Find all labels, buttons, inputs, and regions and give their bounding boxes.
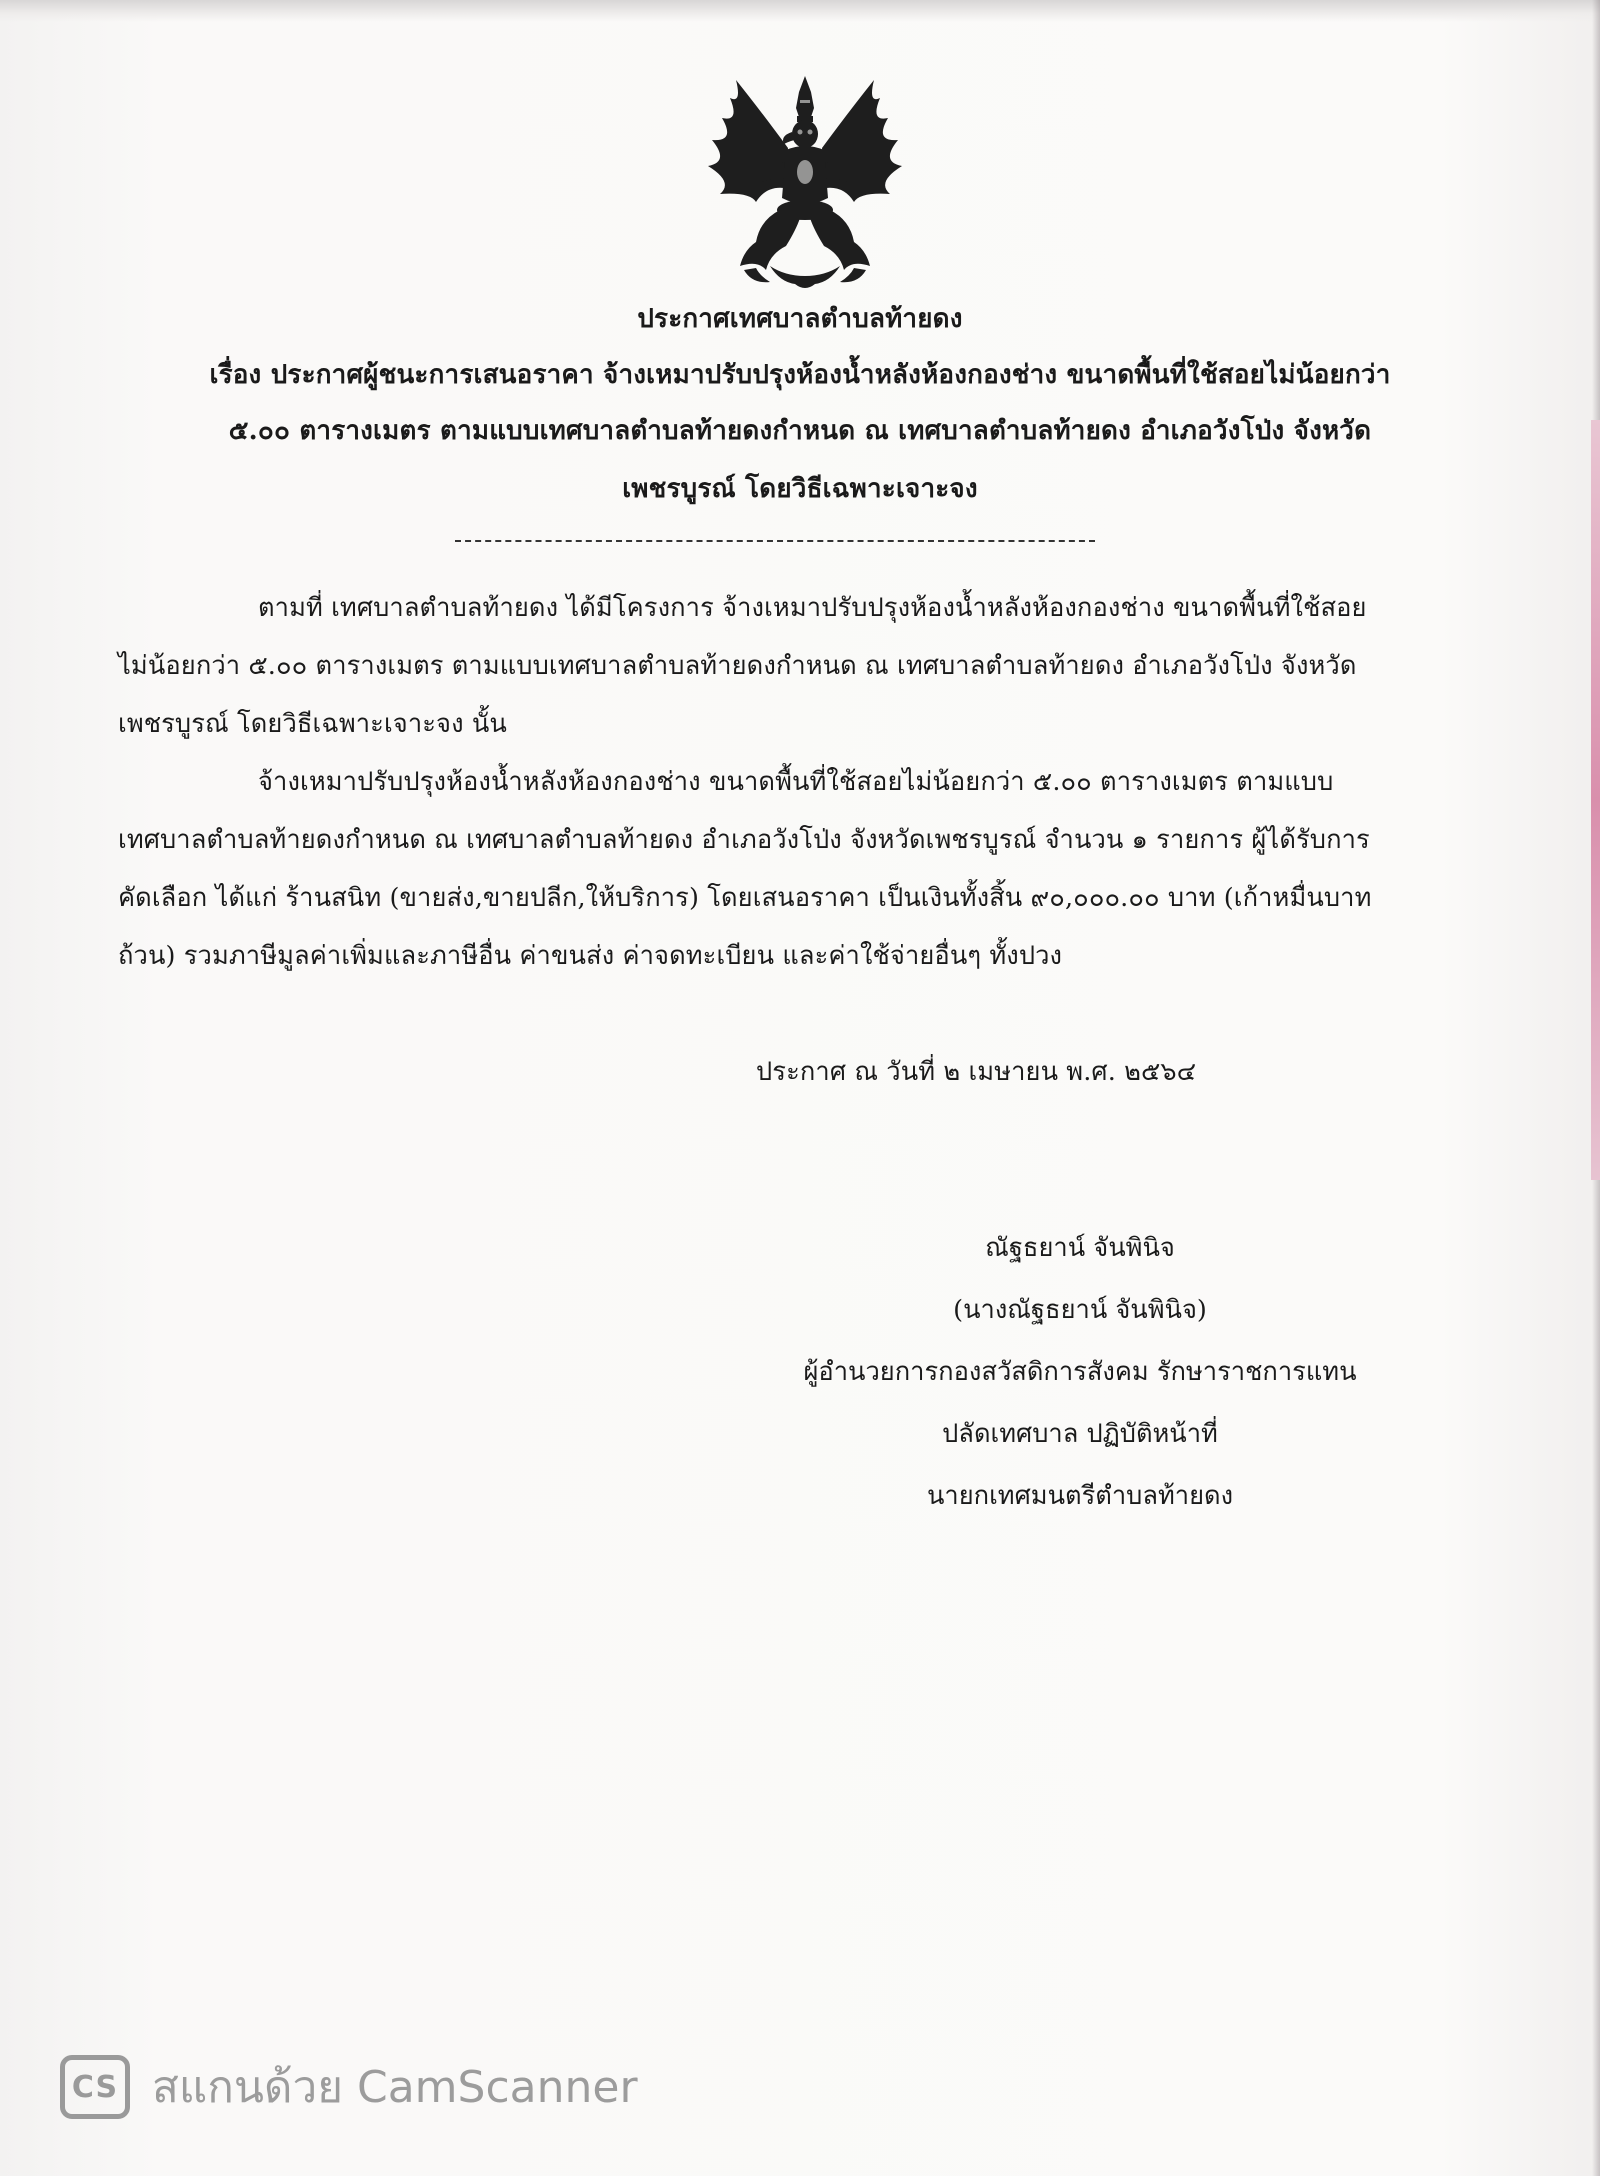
paragraph-2-line-4: ถ้วน) รวมภาษีมูลค่าเพิ่มและภาษีอื่น ค่าขนส่ง ค่าจดทะเบียน และค่าใช้จ่ายอื่นๆ ทั้งปวง xyxy=(118,941,1063,971)
signatory-position-3: นายกเทศมนตรีตำบลท้ายดง xyxy=(926,1481,1234,1511)
subject-line-1: เรื่อง ประกาศผู้ชนะการเสนอราคา จ้างเหมาปรับปรุงห้องน้ำหลังห้องกองช่าง ขนาดพื้นที่ใช้สอยไม่น้อยกว่า xyxy=(209,360,1391,390)
camscanner-watermark xyxy=(60,2052,638,2122)
paragraph-2-line-1: จ้างเหมาปรับปรุงห้องน้ำหลังห้องกองช่าง ขนาดพื้นที่ใช้สอยไม่น้อยกว่า ๕.๐๐ ตารางเมตร ตามแบบ xyxy=(258,767,1334,797)
signature-name: ณัฐธยาน์ จันพินิจ xyxy=(985,1233,1175,1263)
announcement-date: ประกาศ ณ วันที่ ๒ เมษายน พ.ศ. ๒๕๖๔ xyxy=(756,1057,1197,1087)
subject-line-2: ๕.๐๐ ตารางเมตร ตามแบบเทศบาลตำบลท้ายดงกำหนด ณ เทศบาลตำบลท้ายดง อำเภอวังโป่ง จังหวัด xyxy=(228,416,1372,446)
signatory-position-2: ปลัดเทศบาล ปฏิบัติหน้าที่ xyxy=(942,1419,1218,1449)
camscanner-logo-icon: CS xyxy=(60,2055,130,2119)
paragraph-1-line-3: เพชรบูรณ์ โดยวิธีเฉพาะเจาะจง นั้น xyxy=(118,709,507,739)
paragraph-2-line-2: เทศบาลตำบลท้ายดงกำหนด ณ เทศบาลตำบลท้ายดง อำเภอวังโป่ง จังหวัดเพชรบูรณ์ จำนวน ๑ รายการ ผู้ได้รับการ xyxy=(118,825,1370,855)
signatory-full-name: (นางณัฐธยาน์ จันพินิจ) xyxy=(953,1295,1207,1325)
garuda-emblem-icon xyxy=(700,70,910,295)
paragraph-1-line-1: ตามที่ เทศบาลตำบลท้ายดง ได้มีโครงการ จ้างเหมาปรับปรุงห้องน้ำหลังห้องกองช่าง ขนาดพื้นที่ใช้สอย xyxy=(258,593,1367,623)
paragraph-1-line-2: ไม่น้อยกว่า ๕.๐๐ ตารางเมตร ตามแบบเทศบาลตำบลท้ายดงกำหนด ณ เทศบาลตำบลท้ายดง อำเภอวังโป่ง จังหวัด xyxy=(118,651,1357,681)
scan-top-shadow xyxy=(0,0,1600,22)
scan-pink-edge xyxy=(1591,420,1600,1180)
signatory-position-1: ผู้อำนวยการกองสวัสดิการสังคม รักษาราชการแทน xyxy=(803,1357,1357,1387)
divider xyxy=(455,540,1095,542)
paragraph-2-line-3: คัดเลือก ได้แก่ ร้านสนิท (ขายส่ง,ขายปลีก,ให้บริการ) โดยเสนอราคา เป็นเงินทั้งสิ้น ๙๐,๐๐๐.๐๐ บาท (เก้าหมื่นบาท xyxy=(118,883,1372,913)
subject-line-3: เพชรบูรณ์ โดยวิธีเฉพาะเจาะจง xyxy=(622,474,978,504)
camscanner-text: สแกนด้วย CamScanner xyxy=(152,2062,638,2113)
page-title: ประกาศเทศบาลตำบลท้ายดง xyxy=(637,304,963,334)
